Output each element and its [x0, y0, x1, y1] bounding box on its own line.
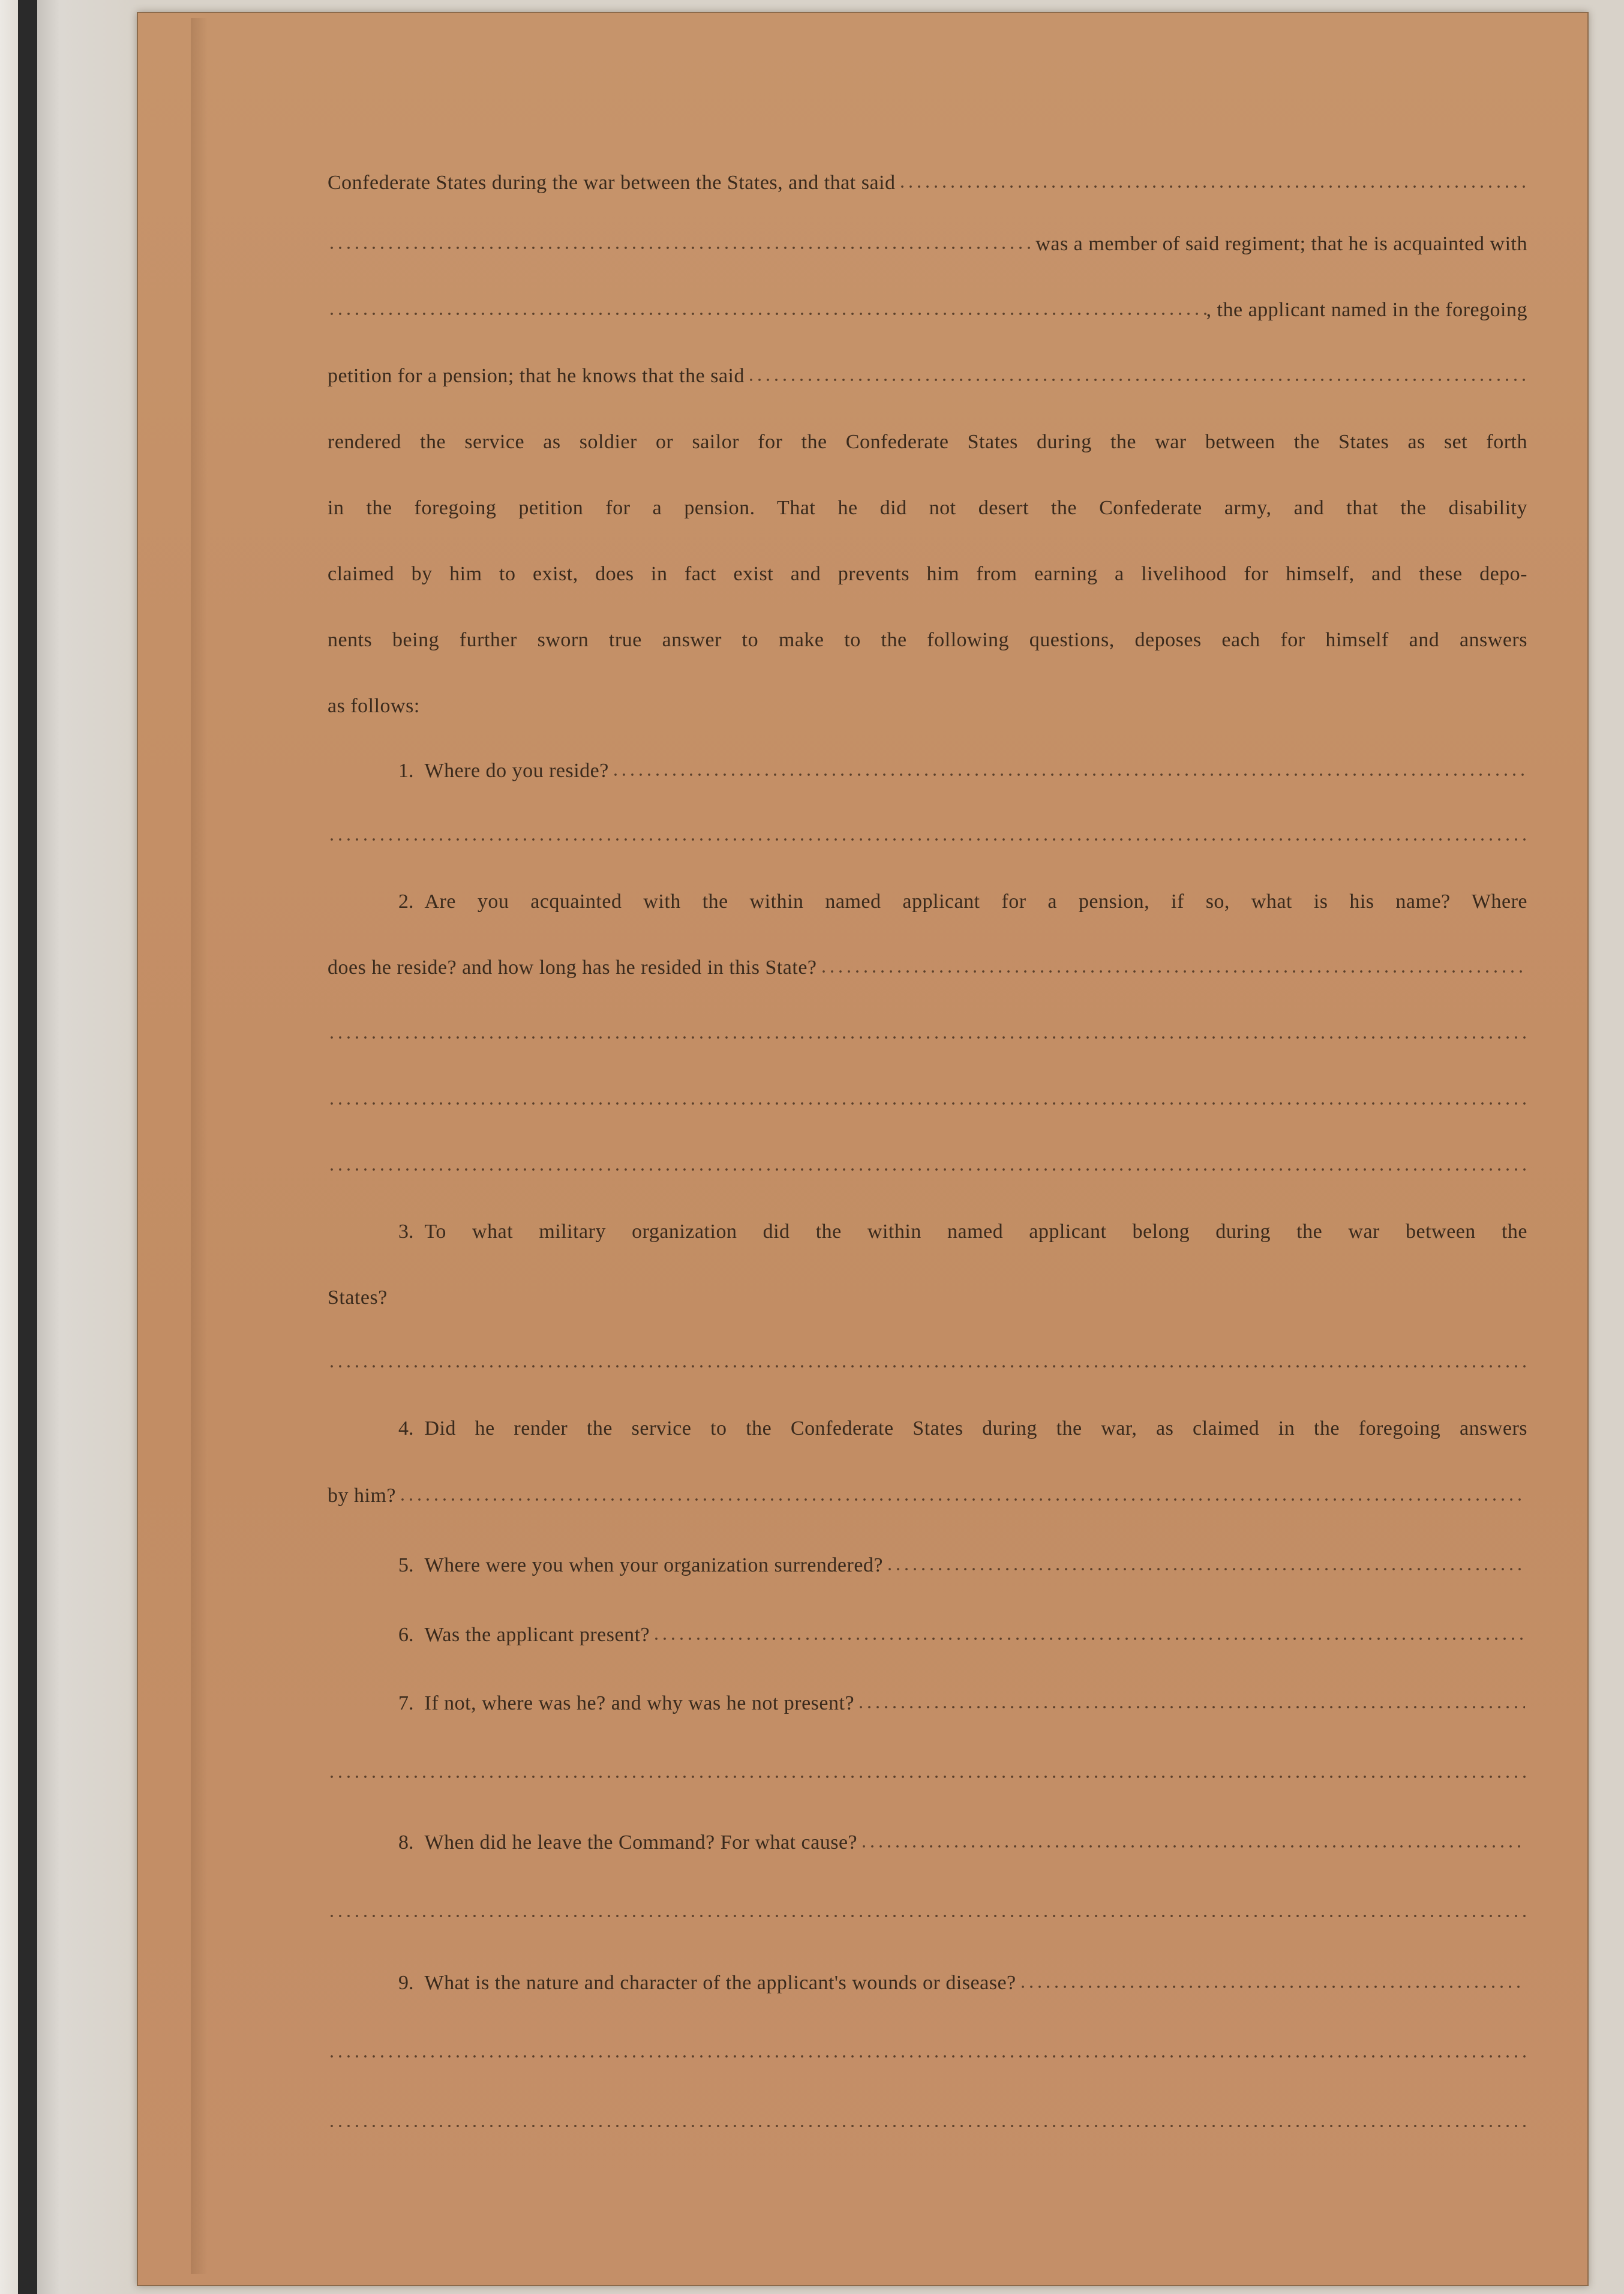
answer-field[interactable] [328, 1026, 1527, 1042]
answer-field[interactable] [819, 960, 1525, 976]
paragraph-text: as follows: [328, 695, 420, 717]
question-4 [328, 1414, 1527, 1440]
answer-line [328, 1019, 1527, 1045]
paragraph-line-9 [328, 691, 1527, 718]
question-text: Where do you reside? [424, 760, 609, 782]
blank-applicant-field[interactable] [328, 302, 1206, 318]
question-text: If not, where was he? and why was he not present? [424, 1692, 855, 1714]
question-text: by him? [328, 1485, 396, 1507]
question-8 [328, 1828, 1527, 1854]
paragraph-line-5 [328, 427, 1527, 454]
answer-field[interactable] [328, 1355, 1527, 1371]
paragraph-line-6 [328, 493, 1527, 520]
paragraph-text: Confederate States during the war between the States, and that said [328, 172, 896, 194]
question-number: 2. [398, 890, 414, 913]
question-text: does he reside? and how long has he resided in this State? [328, 956, 817, 979]
question-9 [328, 1968, 1527, 1995]
question-number: 5. [398, 1554, 414, 1576]
question-1 [328, 756, 1527, 782]
question-4-continued [328, 1481, 1527, 1507]
question-text: States? [328, 1287, 388, 1309]
paragraph-line-2 [328, 229, 1527, 256]
paragraph-text: , the applicant named in the foregoing [1206, 299, 1527, 321]
answer-line [328, 1085, 1527, 1111]
question-number: 8. [398, 1831, 414, 1854]
question-number: 4. [398, 1417, 414, 1440]
paragraph-text: was a member of said regiment; that he is acquainted with [1035, 233, 1527, 255]
answer-field[interactable] [328, 1905, 1527, 1920]
question-text: When did he leave the Command? For what cause? [424, 1831, 858, 1854]
answer-field[interactable] [328, 1092, 1527, 1108]
paragraph-text: rendered the service as soldier or sailor for the Confederate States during the war between the States as set forth [328, 431, 1527, 453]
answer-field[interactable] [611, 763, 1525, 779]
document-page [137, 12, 1589, 2286]
question-2-continued [328, 953, 1527, 979]
paragraph-line-1 [328, 168, 1527, 194]
answer-field[interactable] [652, 1627, 1525, 1643]
answer-field[interactable] [398, 1488, 1525, 1504]
question-text: To what military organization did the within named applicant belong during the war between the [424, 1221, 1527, 1243]
blank-name-field[interactable] [898, 175, 1526, 191]
question-7 [328, 1689, 1527, 1715]
answer-line [328, 1348, 1527, 1374]
answer-line [328, 1758, 1527, 1785]
answer-line [328, 821, 1527, 847]
answer-field[interactable] [885, 1558, 1525, 1573]
question-number: 9. [398, 1972, 414, 1994]
question-number: 7. [398, 1692, 414, 1714]
question-3-continued [328, 1283, 1527, 1309]
question-text: Was the applicant present? [424, 1624, 650, 1646]
answer-field[interactable] [328, 2115, 1527, 2130]
question-text: Are you acquainted with the within named applicant for a pension, if so, what is his name? Where [424, 890, 1527, 913]
question-number: 6. [398, 1624, 414, 1646]
question-number: 3. [398, 1221, 414, 1243]
question-text: Where were you when your organization surrendered? [424, 1554, 883, 1576]
answer-field[interactable] [328, 2045, 1527, 2061]
question-number: 1. [398, 760, 414, 782]
paragraph-text: claimed by him to exist, does in fact exist and prevents him from earning a livelihood for himself, and these depo- [328, 563, 1527, 585]
answer-line [328, 1151, 1527, 1177]
answer-line [328, 1897, 1527, 1924]
answer-field[interactable] [1019, 1975, 1525, 1991]
answer-line [328, 2107, 1527, 2134]
answer-field[interactable] [328, 1765, 1527, 1781]
question-5 [328, 1551, 1527, 1577]
question-3 [328, 1217, 1527, 1243]
answer-field[interactable] [857, 1696, 1525, 1711]
blank-applicant-field[interactable] [747, 368, 1525, 384]
question-6 [328, 1620, 1527, 1647]
question-text: Did he render the service to the Confederate States during the war, as claimed in the foregoing answers [424, 1417, 1527, 1440]
paragraph-line-3 [328, 295, 1527, 322]
question-2 [328, 887, 1527, 913]
paragraph-text: nents being further sworn true answer to make to the following questions, deposes each for himself and answers [328, 629, 1527, 651]
paragraph-line-7 [328, 559, 1527, 586]
question-text: What is the nature and character of the applicant's wounds or disease? [424, 1972, 1016, 1994]
paragraph-line-8 [328, 625, 1527, 652]
paragraph-text: petition for a pension; that he knows that the said [328, 365, 745, 387]
paragraph-line-4 [328, 361, 1527, 388]
answer-field[interactable] [328, 1158, 1527, 1174]
paragraph-text: in the foregoing petition for a pension. That he did not desert the Confederate army, and that the disability [328, 497, 1527, 519]
answer-field[interactable] [860, 1835, 1525, 1851]
blank-name-field[interactable] [328, 236, 1035, 252]
answer-field[interactable] [328, 828, 1527, 844]
answer-line [328, 2038, 1527, 2064]
page-fold-edge [191, 18, 208, 2274]
